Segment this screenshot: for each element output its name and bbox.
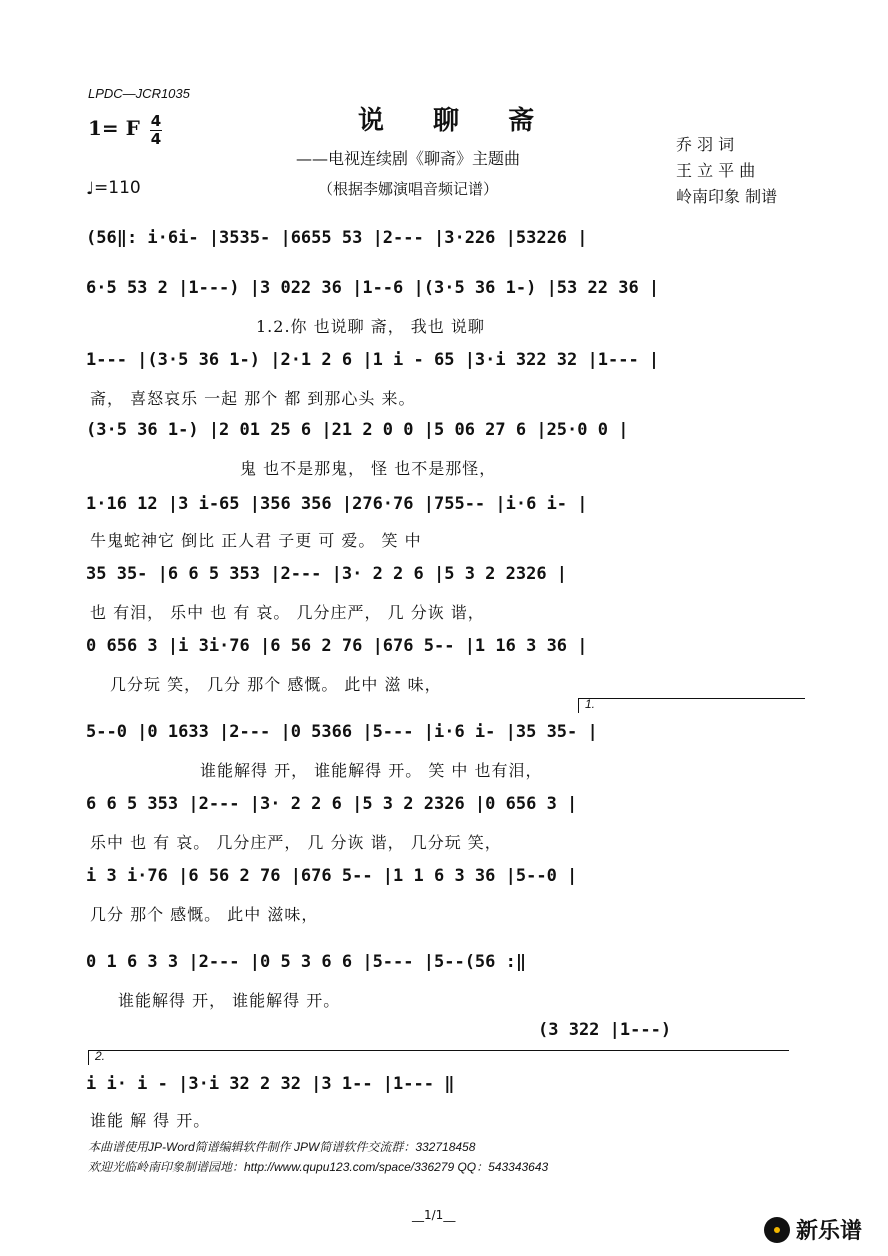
score-line-13: i i· i - |3·i 32 2 32 |3 1-- |1--- ‖ xyxy=(86,1074,455,1094)
composer-credit: 王 立 平 曲 xyxy=(676,161,756,180)
song-subtitle: ——电视连续剧《聊斋》主题曲 xyxy=(296,149,521,168)
score-code: LPDC—JCR1035 xyxy=(88,86,190,101)
brand-logo xyxy=(764,1214,862,1245)
score-line-2: 6·5 53 2 |1---) |3 022 36 |1--6 |(3·5 36 1-) |53 22 36 | xyxy=(86,278,660,298)
lyric-line-6: 也 有泪， 乐中 也 有 哀。 几分庄严， 几 分诙 谐， xyxy=(90,603,485,622)
score-line-8: 5--0 |0 1633 |2--- |0 5366 |5--- |i·6 i- |35 35- | xyxy=(86,722,598,742)
lyric-line-11: 谁能解得 开， 谁能解得 开。 xyxy=(118,991,341,1010)
score-line-7: 0 656 3 |i 3i·76 |6 56 2 76 |676 5-- |1 16 3 36 | xyxy=(86,636,588,656)
key-signature: 1= F xyxy=(88,116,140,140)
source-note: （根据李娜演唱音频记谱） xyxy=(318,180,499,198)
score-line-4: (3·5 36 1-) |2 01 25 6 |21 2 0 0 |5 06 27 6 |25·0 0 | xyxy=(86,420,629,440)
lyric-line-7: 几分玩 笑， 几分 那个 感慨。 此中 滋 味， xyxy=(110,675,442,694)
lyric-line-2: 1.2.你 也说聊 斋， 我也 说聊 xyxy=(256,317,485,336)
transcriber-credit: 岭南印象 制谱 xyxy=(676,187,778,206)
score-line-10: i 3 i·76 |6 56 2 76 |676 5-- |1 1 6 3 36 |5--0 | xyxy=(86,866,578,886)
quarter-note-icon: ♩ xyxy=(86,179,95,199)
lyric-line-3: 斋， 喜怒哀乐 一起 那个 都 到那心头 来。 xyxy=(90,389,416,408)
lyric-line-9: 乐中 也 有 哀。 几分庄严， 几 分诙 谐， 几分玩 笑， xyxy=(90,833,502,852)
time-sig-bottom: 4 xyxy=(150,130,162,148)
score-line-5: 1·16 12 |3 i-65 |356 356 |276·76 |755-- |i·6 i- | xyxy=(86,494,588,514)
lyric-line-4: 鬼 也不是那鬼， 怪 也不是那怪， xyxy=(240,459,497,478)
score-line-1: (56‖: i·6i- |3535- |6655 53 |2--- |3·226 |53226 | xyxy=(86,228,588,248)
score-line-3: 1--- |(3·5 36 1-) |2·1 2 6 |1 i - 65 |3·i 322 32 |1--- | xyxy=(86,350,660,370)
lyric-line-5: 牛鬼蛇神它 倒比 正人君 子更 可 爱。 笑 中 xyxy=(90,531,422,550)
volta-first-ending: 1. xyxy=(578,698,805,713)
page-number: __1/1__ xyxy=(412,1208,456,1222)
score-line-6: 35 35- |6 6 5 353 |2--- |3· 2 2 6 |5 3 2 2326 | xyxy=(86,564,568,584)
brand-name: 新乐谱 xyxy=(796,1219,863,1244)
lyricist-credit: 乔 羽 词 xyxy=(676,135,735,154)
tempo-mark xyxy=(86,178,141,198)
lyric-line-10: 几分 那个 感慨。 此中 滋味， xyxy=(90,905,319,924)
volta-second-ending: 2. xyxy=(88,1050,789,1065)
footer-line-1: 本曲谱使用JP-Word简谱编辑软件制作 JPW简谱软件交流群：332718458 xyxy=(88,1140,476,1154)
footer-line-2: 欢迎光临岭南印象制谱园地：http://www.qupu123.com/space/336279 QQ：543343643 xyxy=(88,1160,549,1174)
song-title: 说 聊 斋 xyxy=(358,106,555,136)
lyric-line-8: 谁能解得 开， 谁能解得 开。 笑 中 也有泪， xyxy=(200,761,543,780)
time-signature xyxy=(150,114,162,147)
time-sig-top: 4 xyxy=(150,112,162,130)
tempo-value: =110 xyxy=(94,178,141,198)
score-line-9: 6 6 5 353 |2--- |3· 2 2 6 |5 3 2 2326 |0 656 3 | xyxy=(86,794,578,814)
score-line-11: 0 1 6 3 3 |2--- |0 5 3 6 6 |5--- |5--(56 :‖ xyxy=(86,952,527,972)
lyric-line-13: 谁能 解 得 开。 xyxy=(90,1111,211,1130)
record-disc-icon xyxy=(764,1217,790,1243)
score-line-12: (3 322 |1---) xyxy=(538,1020,672,1040)
